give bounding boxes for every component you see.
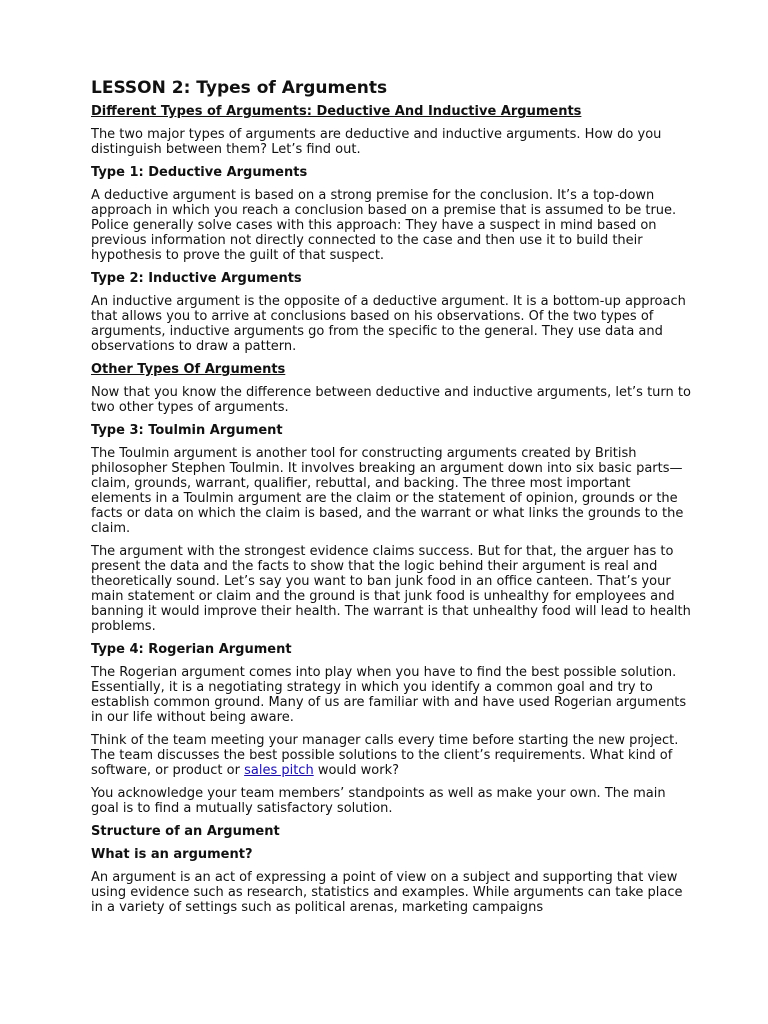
type4-heading: Type 4: Rogerian Argument [91,642,292,657]
document-page [91,78,691,923]
type1-heading: Type 1: Deductive Arguments [91,165,308,180]
sales-pitch-link[interactable]: sales pitch [244,763,314,778]
type1-paragraph: A deductive argument is based on a strong premise for the conclusion. It’s a top-down approach in which you reach a conclusion based on a premise that is assumed to be true. Police generally solve cases with this approach: They have a suspect in mind based on previous information not directly connected to the case and then use it to build their hypothesis to prove the guilt of that suspect. [91,188,677,263]
type3-paragraph-2: The argument with the strongest evidence claims success. But for that, the arguer has to present the data and the facts to show that the logic behind their argument is real and theoretically sound. Let’s say you want to ban junk food in an office canteen. That’s your main statement or claim and the ground is that junk food is unhealthy for employees and banning it would improve their health. The warrant is that unhealthy food will lead to health problems. [91,544,691,634]
type3-paragraph-1: The Toulmin argument is another tool for constructing arguments created by British philosopher Stephen Toulmin. It involves breaking an argument down into six basic parts—claim, grounds, warrant, qualifier, rebuttal, and backing. The three most important elements in a Toulmin argument are the claim or the statement of opinion, grounds or the facts or data on which the claim is based, and the warrant or what links the grounds to the claim. [91,446,684,536]
type3-heading: Type 3: Toulmin Argument [91,423,283,438]
intro-paragraph: The two major types of arguments are deductive and inductive arguments. How do you distinguish between them? Let’s find out. [91,127,662,157]
what-is-argument-paragraph: An argument is an act of expressing a point of view on a subject and supporting that view using evidence such as research, statistics and examples. While arguments can take place in a variety of settings such as political arenas, marketing campaigns [91,870,683,915]
structure-heading: Structure of an Argument [91,824,280,839]
type4-paragraph-1: The Rogerian argument comes into play when you have to find the best possible solution. Essentially, it is a negotiating strategy in which you identify a common goal and try to establish common ground. Many of us are familiar with and have used Rogerian arguments in our life without being aware. [91,665,687,725]
what-is-argument-heading: What is an argument? [91,847,253,862]
section-heading-other-types: Other Types Of Arguments [91,362,286,377]
type4-paragraph-2-text-before: Think of the team meeting your manager calls every time before starting the new project. The team discusses the best possible solutions to the client’s requirements. What kind of software, or product or [91,733,679,778]
section-heading-deductive-inductive: Different Types of Arguments: Deductive And Inductive Arguments [91,104,582,119]
type2-heading: Type 2: Inductive Arguments [91,271,302,286]
page-title: LESSON 2: Types of Arguments [91,78,388,98]
section2-intro-paragraph: Now that you know the difference between deductive and inductive arguments, let’s turn to two other types of arguments. [91,385,691,415]
type2-paragraph: An inductive argument is the opposite of a deductive argument. It is a bottom-up approach that allows you to arrive at conclusions based on his observations. Of the two types of arguments, inductive arguments go from the specific to the general. They use data and observations to draw a pattern. [91,294,686,354]
type4-paragraph-2-text-after: would work? [313,763,400,778]
type4-paragraph-2 [91,733,691,778]
type4-paragraph-3: You acknowledge your team members’ standpoints as well as make your own. The main goal is to find a mutually satisfactory solution. [91,786,666,816]
